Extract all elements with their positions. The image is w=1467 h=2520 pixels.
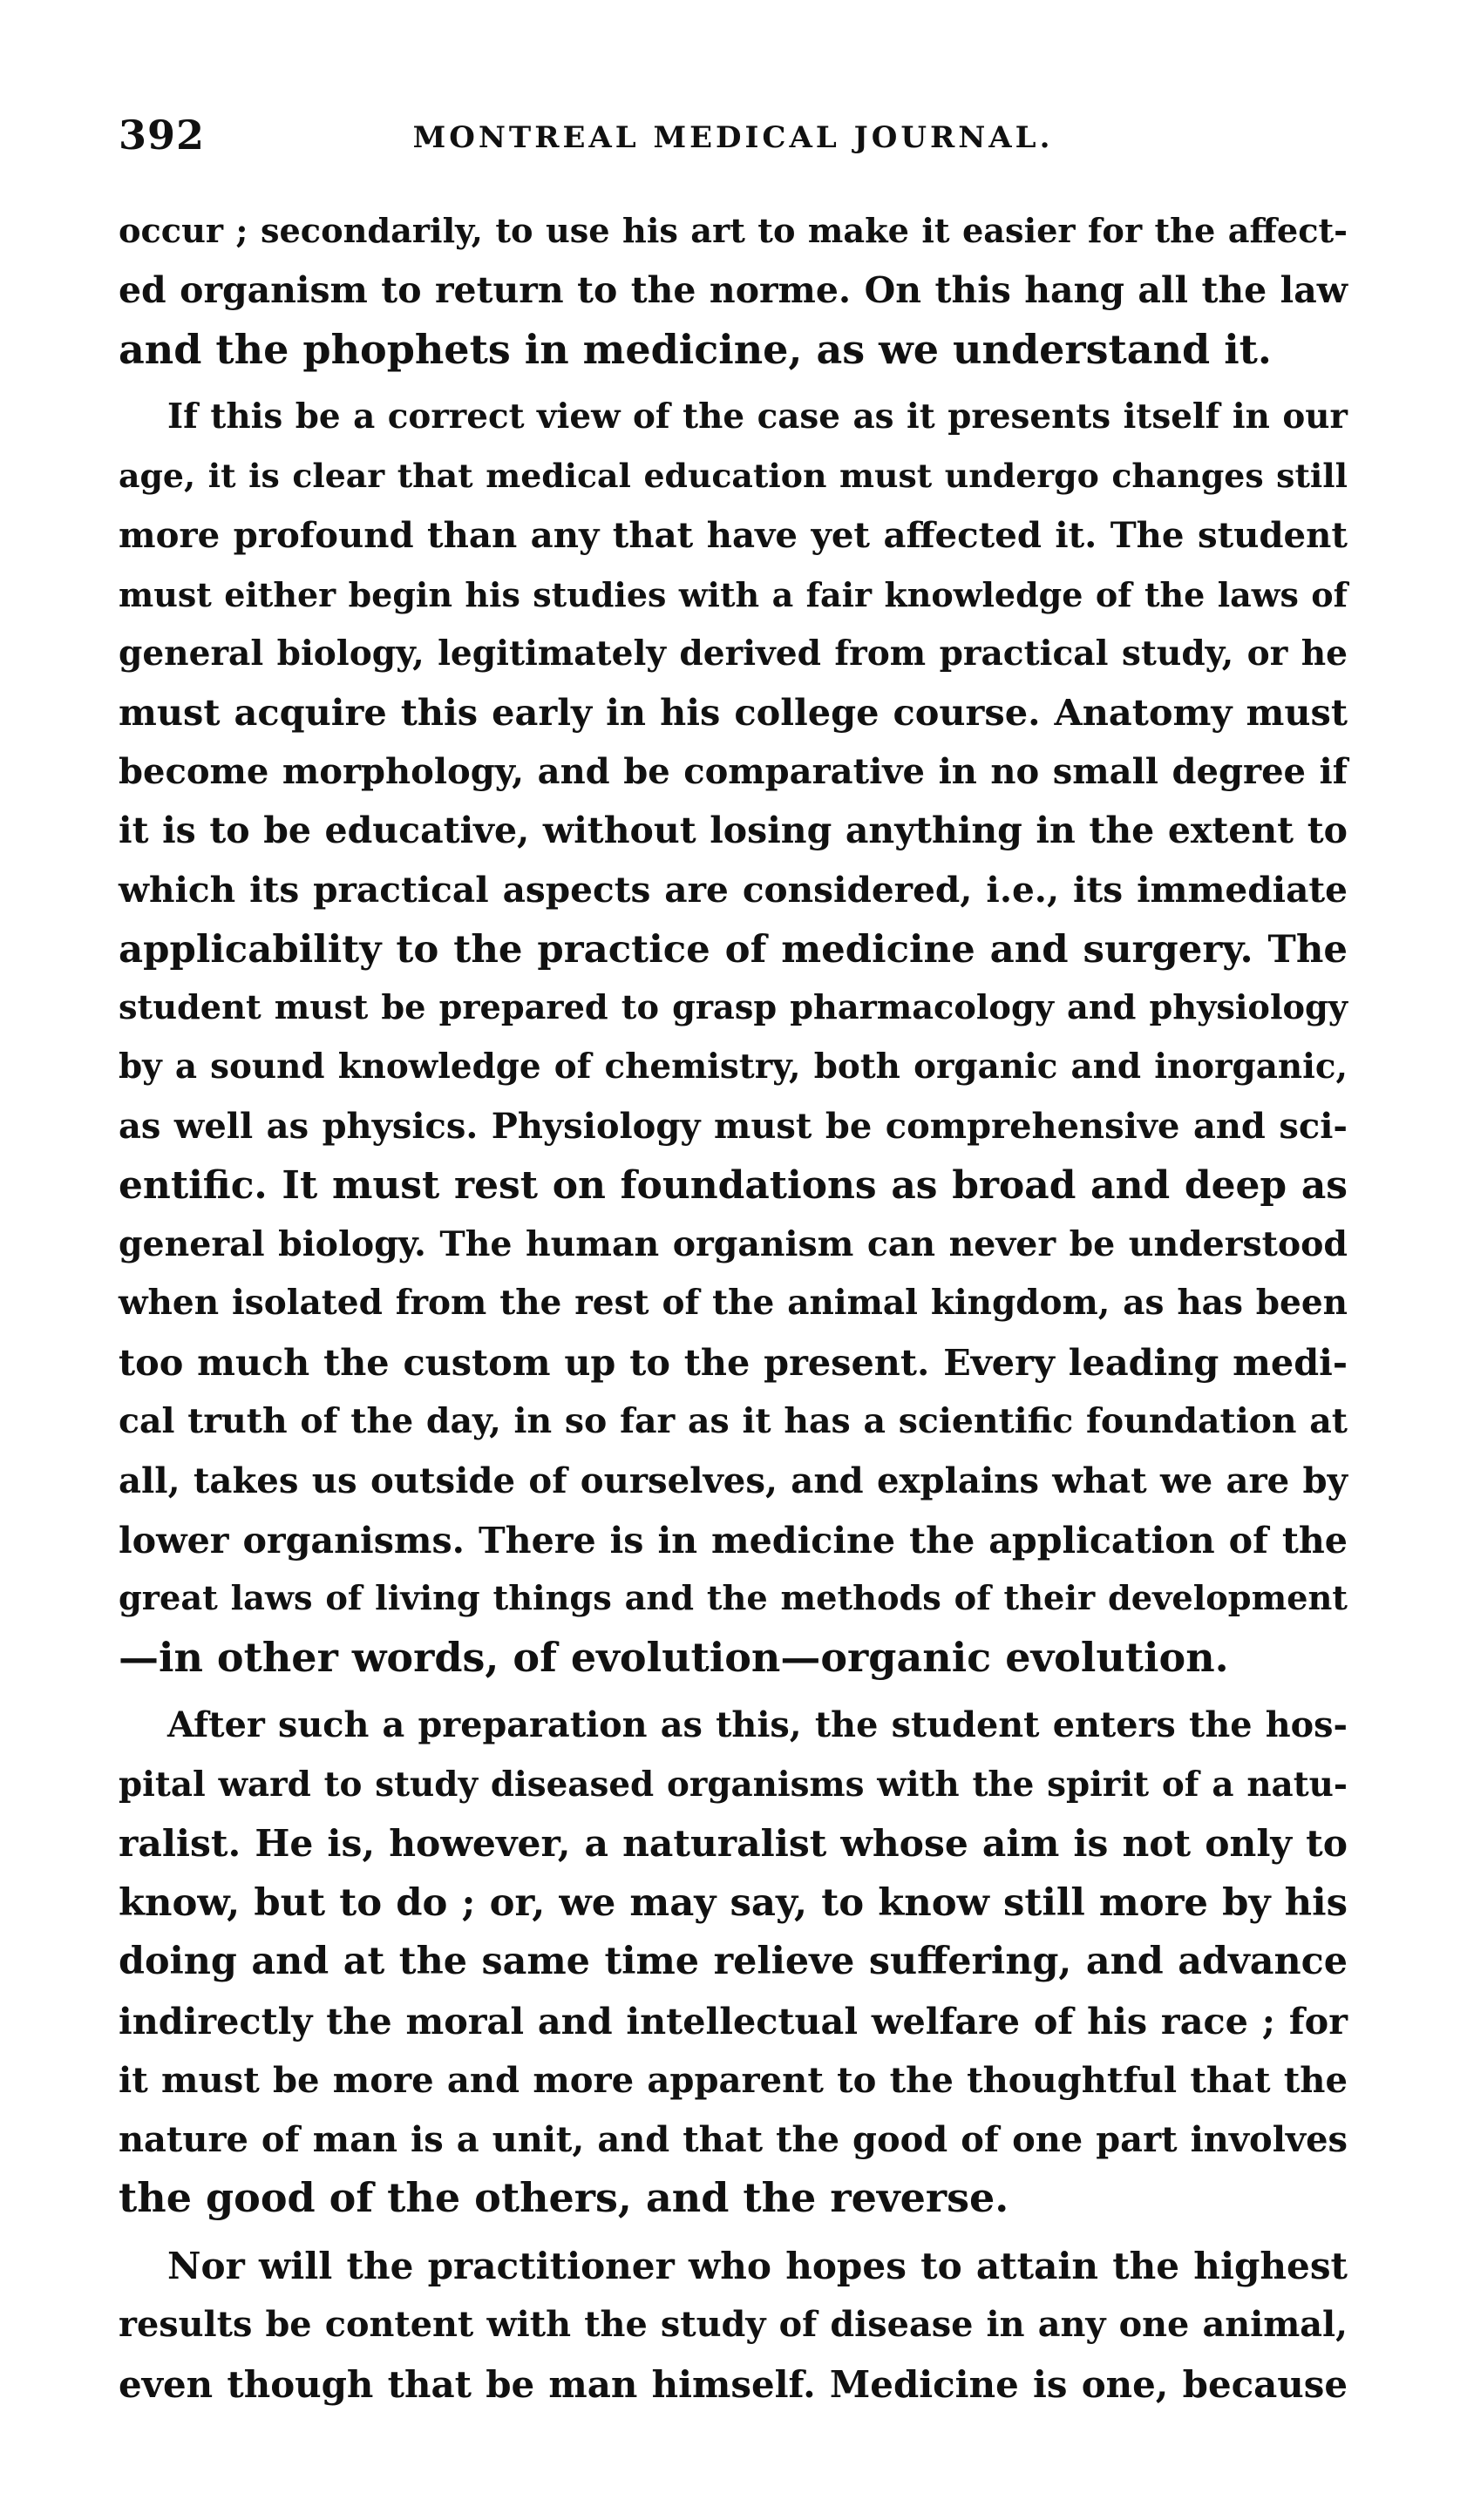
text-line: applicability to the practice of medicine and surgery. The [119,926,1348,972]
text-line: ralist. He is, however, a naturalist whose aim is not only to [119,1821,1348,1866]
text-line: become morphology, and be comparative in no small degree if [119,751,1348,793]
text-line: nature of man is a unit, and that the good of one part involves [119,2118,1348,2160]
text-line: more profound than any that have yet affected it. The student [119,514,1348,556]
running-head [119,112,1348,164]
paragraph-first-line: After such a preparation as this, the student enters the hos- [167,1704,1348,1745]
paragraph-first-line: Nor will the practitioner who hopes to attain the highest [167,2244,1348,2288]
text-line: know, but to do ; or, we may say, to know still more by his [119,1880,1348,1926]
text-line: age, it is clear that medical education must undergo changes still [119,457,1348,496]
text-line: entific. It must rest on foundations as broad and deep as [119,1162,1348,1208]
text-line: must either begin his studies with a fair knowledge of the laws of [119,574,1348,614]
text-line: the good of the others, and the reverse. [119,2174,1009,2222]
text-line: by a sound knowledge of chemistry, both organic and inorganic, [119,1047,1348,1087]
text-line: indirectly the moral and intellectual welfare of his race ; for [119,1999,1348,2042]
text-line: it is to be educative, without losing anything in the extent to [119,809,1348,851]
text-line: lower organisms. There is in medicine the application of the [119,1518,1348,1561]
text-line: general biology, legitimately derived from practical study, or he [119,633,1348,674]
text-line: cal truth of the day, in so far as it has a scientific foundation at [119,1400,1348,1441]
text-line: student must be prepared to grasp pharmacology and physiology [119,988,1348,1028]
text-line: as well as physics. Physiology must be comprehensive and sci- [119,1105,1348,1147]
text-line: all, takes us outside of ourselves, and explains what we are by [119,1460,1348,1501]
text-line: results be content with the study of disease in any one animal, [119,2304,1348,2345]
text-line: general biology. The human organism can never be understood [119,1223,1348,1264]
text-line: pital ward to study diseased organisms with the spirit of a natu- [119,1765,1348,1805]
text-line: even though that be man himself. Medicine is one, because [119,2362,1348,2406]
article-body [119,202,1348,2414]
text-line: too much the custom up to the present. Every leading medi- [119,1341,1348,1385]
text-line: occur ; secondarily, to use his art to make it easier for the affect- [119,212,1348,251]
text-line: and the phophets in medicine, as we understand it. [119,325,1272,373]
text-line: doing and at the same time relieve suffering, and advance [119,1940,1348,1984]
text-line: which its practical aspects are considered, i.e., its immediate [119,868,1348,911]
text-line: great laws of living things and the methods of their development [119,1579,1348,1619]
text-line: ed organism to return to the norme. On this hang all the law [119,268,1348,311]
paragraph-first-line: If this be a correct view of the case as it presents itself in our [167,397,1348,437]
page-number: 392 [119,112,206,159]
text-line: when isolated from the rest of the animal kingdom, as has been [119,1283,1348,1324]
text-line: must acquire this early in his college course. Anatomy must [119,691,1348,735]
text-line: it must be more and more apparent to the thoughtful that the [119,2059,1348,2101]
text-line: —in other words, of evolution—organic evolution. [119,1634,1229,1682]
journal-title: MONTREAL MEDICAL JOURNAL. [412,120,1054,155]
